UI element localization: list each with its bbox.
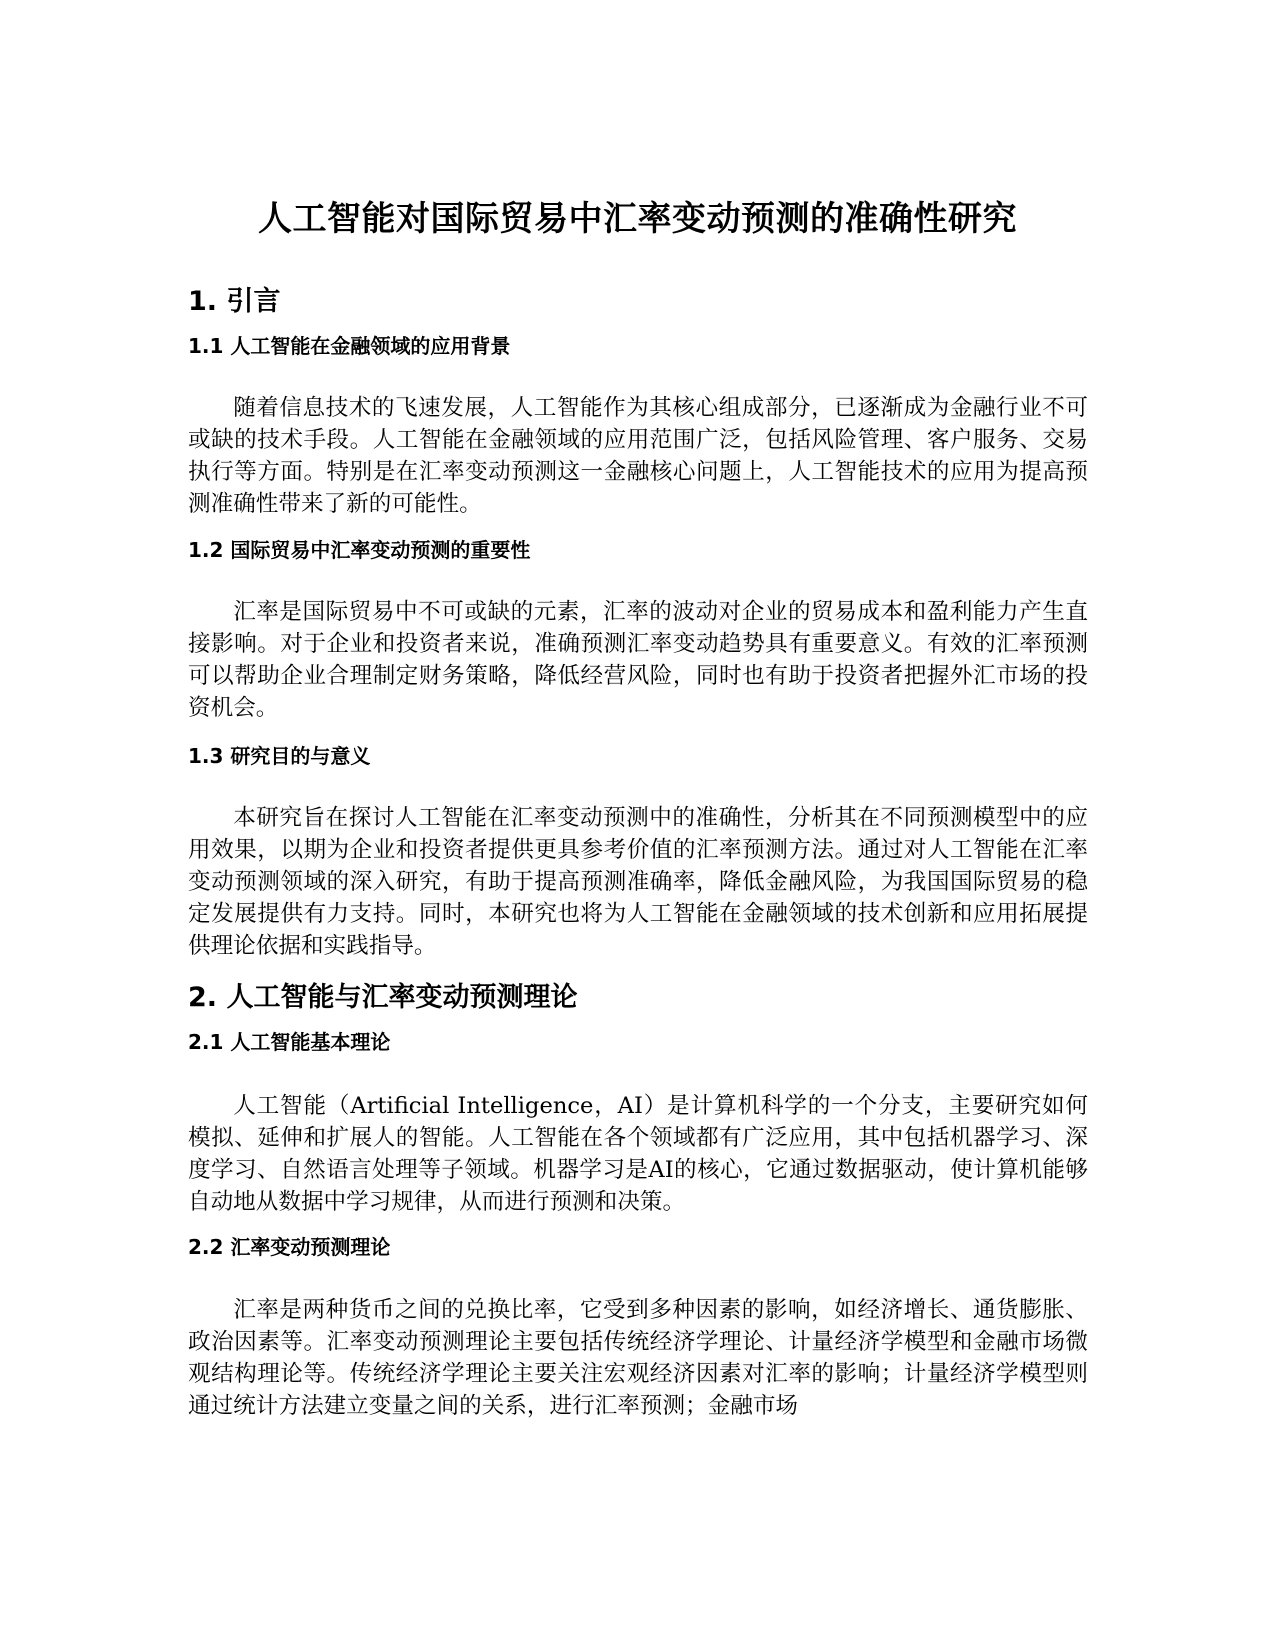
paragraph-1-1: 随着信息技术的飞速发展，人工智能作为其核心组成部分，已逐渐成为金融行业不可或缺的技术手段。人工智能在金融领域的应用范围广泛，包括风险管理、客户服务、交易执行等方面。特别是在汇率变动预测这一金融核心问题上，人工智能技术的应用为提高预测准确性带来了新的可能性。: [188, 395, 1088, 517]
paragraph-2-2: 汇率是两种货币之间的兑换比率，它受到多种因素的影响，如经济增长、通货膨胀、政治因素等。汇率变动预测理论主要包括传统经济学理论、计量经济学模型和金融市场微观结构理论等。传统经济学理论主要关注宏观经济因素对汇率的影响；计量经济学模型则通过统计方法建立变量之间的关系，进行汇率预测；金融市场: [188, 1297, 1088, 1419]
paragraph-1-3: 本研究旨在探讨人工智能在汇率变动预测中的准确性，分析其在不同预测模型中的应用效果，以期为企业和投资者提供更具参考价值的汇率预测方法。通过对人工智能在汇率变动预测领域的深入研究，有助于提高预测准确率，降低金融风险，为我国国际贸易的稳定发展提供有力支持。同时，本研究也将为人工智能在金融领域的技术创新和应用拓展提供理论依据和实践指导。: [188, 805, 1088, 959]
paragraph-2-1: 人工智能（Artificial Intelligence，AI）是计算机科学的一个分支，主要研究如何模拟、延伸和扩展人的智能。人工智能在各个领域都有广泛应用，其中包括机器学习、深度学习、自然语言处理等子领域。机器学习是AI的核心，它通过数据驱动，使计算机能够自动地从数据中学习规律，从而进行预测和决策。: [188, 1093, 1088, 1215]
subsection-heading-1-3: 1.3 研究目的与意义: [188, 744, 371, 768]
section-heading-1: 1. 引言: [188, 286, 281, 317]
section-heading-2: 2. 人工智能与汇率变动预测理论: [188, 982, 578, 1013]
subsection-heading-2-1: 2.1 人工智能基本理论: [188, 1030, 391, 1054]
document-title: 人工智能对国际贸易中汇率变动预测的准确性研究: [258, 199, 1017, 239]
paragraph-1-2: 汇率是国际贸易中不可或缺的元素，汇率的波动对企业的贸易成本和盈利能力产生直接影响。对于企业和投资者来说，准确预测汇率变动趋势具有重要意义。有效的汇率预测可以帮助企业合理制定财务策略，降低经营风险，同时也有助于投资者把握外汇市场的投资机会。: [188, 599, 1088, 721]
subsection-heading-1-2: 1.2 国际贸易中汇率变动预测的重要性: [188, 538, 531, 562]
subsection-heading-1-1: 1.1 人工智能在金融领域的应用背景: [188, 334, 511, 358]
subsection-heading-2-2: 2.2 汇率变动预测理论: [188, 1235, 391, 1259]
